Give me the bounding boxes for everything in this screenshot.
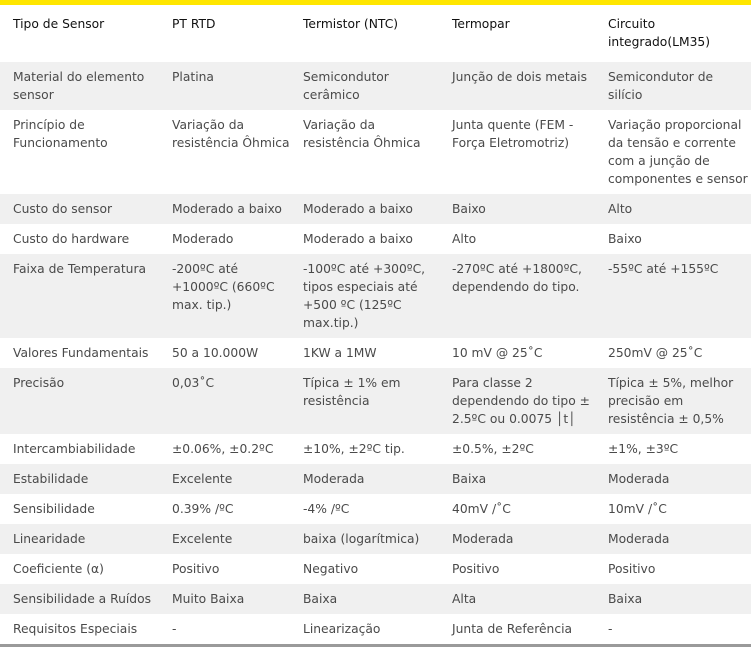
table-cell: 1KW a 1MW bbox=[290, 338, 439, 368]
header-sensor-type: Tipo de Sensor bbox=[13, 17, 105, 31]
table-row bbox=[0, 254, 751, 338]
row-label-cell: Precisão bbox=[0, 368, 159, 434]
row-label-cell: Princípio de Funcionamento bbox=[0, 110, 159, 194]
row-label-cell: Custo do sensor bbox=[0, 194, 159, 224]
row-label-cell: Estabilidade bbox=[0, 464, 159, 494]
table-header-row bbox=[0, 5, 751, 62]
table-cell: Variação da resistência Ôhmica bbox=[159, 110, 290, 194]
table-cell: Moderado bbox=[159, 224, 290, 254]
table-row bbox=[0, 368, 751, 434]
table-cell: ±0.06%, ±0.2ºC bbox=[159, 434, 290, 464]
table-cell: Moderada bbox=[439, 524, 595, 554]
table-cell: 10mV /˚C bbox=[595, 494, 751, 524]
table-cell: Alta bbox=[439, 584, 595, 614]
table-cell: Baixa bbox=[595, 584, 751, 614]
row-label-cell: Coeficiente (α) bbox=[0, 554, 159, 584]
table-cell: Moderada bbox=[290, 464, 439, 494]
table-cell: -4% /ºC bbox=[290, 494, 439, 524]
table-cell: Para classe 2 dependendo do tipo ± 2.5ºC ou 0.0075 │t│ bbox=[439, 368, 595, 434]
table-cell: 0.39% /ºC bbox=[159, 494, 290, 524]
table-row bbox=[0, 554, 751, 584]
header-circuito-integrado: Circuito integrado(LM35) bbox=[608, 17, 711, 49]
table-row bbox=[0, 494, 751, 524]
table-cell: Negativo bbox=[290, 554, 439, 584]
table-cell: Positivo bbox=[159, 554, 290, 584]
table-cell: Baixo bbox=[595, 224, 751, 254]
table-cell: Excelente bbox=[159, 464, 290, 494]
table-cell: 0,03˚C bbox=[159, 368, 290, 434]
table-cell: Variação da resistência Ôhmica bbox=[290, 110, 439, 194]
table-cell: 50 a 10.000W bbox=[159, 338, 290, 368]
header-termistor: Termistor (NTC) bbox=[303, 17, 399, 31]
table-cell: 10 mV @ 25˚C bbox=[439, 338, 595, 368]
table-cell: Junta de Referência bbox=[439, 614, 595, 644]
table-cell: 250mV @ 25˚C bbox=[595, 338, 751, 368]
row-label-cell: Material do elemento sensor bbox=[0, 62, 159, 110]
table-cell: Linearização bbox=[290, 614, 439, 644]
row-label-cell: Sensibilidade bbox=[0, 494, 159, 524]
table-cell: Alto bbox=[595, 194, 751, 224]
table-cell: Excelente bbox=[159, 524, 290, 554]
table-cell: Baixa bbox=[439, 464, 595, 494]
row-label-cell: Linearidade bbox=[0, 524, 159, 554]
row-label-cell: Sensibilidade a Ruídos bbox=[0, 584, 159, 614]
table-row bbox=[0, 110, 751, 194]
table-cell: -55ºC até +155ºC bbox=[595, 254, 751, 338]
table-row bbox=[0, 194, 751, 224]
table-cell: -200ºC até +1000ºC (660ºC max. tip.) bbox=[159, 254, 290, 338]
row-label-cell: Valores Fundamentais bbox=[0, 338, 159, 368]
table-cell: 40mV /˚C bbox=[439, 494, 595, 524]
table-cell: Baixo bbox=[439, 194, 595, 224]
table-cell: Baixa bbox=[290, 584, 439, 614]
table-row bbox=[0, 224, 751, 254]
table-cell: ±0.5%, ±2ºC bbox=[439, 434, 595, 464]
table-row bbox=[0, 338, 751, 368]
table-body bbox=[0, 62, 751, 644]
table-cell: Muito Baixa bbox=[159, 584, 290, 614]
table-cell: Típica ± 5%, melhor precisão em resistência ± 0,5% bbox=[595, 368, 751, 434]
table-row bbox=[0, 584, 751, 614]
table-cell: Moderado a baixo bbox=[290, 194, 439, 224]
table-cell: Típica ± 1% em resistência bbox=[290, 368, 439, 434]
table-cell: ±1%, ±3ºC bbox=[595, 434, 751, 464]
table-cell: Junção de dois metais bbox=[439, 62, 595, 110]
table-cell: ±10%, ±2ºC tip. bbox=[290, 434, 439, 464]
table-cell: baixa (logarítmica) bbox=[290, 524, 439, 554]
table-cell: -100ºC até +300ºC, tipos especiais até +500 ºC (125ºC max.tip.) bbox=[290, 254, 439, 338]
table-cell: Moderada bbox=[595, 524, 751, 554]
row-label-cell: Faixa de Temperatura bbox=[0, 254, 159, 338]
header-termopar: Termopar bbox=[452, 17, 510, 31]
table-cell: Positivo bbox=[595, 554, 751, 584]
table-row bbox=[0, 464, 751, 494]
table-cell: Semicondutor de silício bbox=[595, 62, 751, 110]
table-row bbox=[0, 62, 751, 110]
row-label-cell: Requisitos Especiais bbox=[0, 614, 159, 644]
table-cell: Positivo bbox=[439, 554, 595, 584]
table-row bbox=[0, 524, 751, 554]
table-row bbox=[0, 434, 751, 464]
table-cell: Moderado a baixo bbox=[159, 194, 290, 224]
table-cell: - bbox=[595, 614, 751, 644]
table-cell: Moderado a baixo bbox=[290, 224, 439, 254]
table-row bbox=[0, 614, 751, 644]
sensor-comparison-table bbox=[0, 5, 751, 644]
header-pt-rtd: PT RTD bbox=[172, 17, 216, 31]
table-cell: Variação proporcional da tensão e corrente com a junção de componentes e sensor bbox=[595, 110, 751, 194]
table-cell: - bbox=[159, 614, 290, 644]
table-cell: Junta quente (FEM - Força Eletromotriz) bbox=[439, 110, 595, 194]
table-cell: Platina bbox=[159, 62, 290, 110]
table-cell: Semicondutor cerâmico bbox=[290, 62, 439, 110]
row-label-cell: Custo do hardware bbox=[0, 224, 159, 254]
table-cell: Alto bbox=[439, 224, 595, 254]
table-cell: -270ºC até +1800ºC, dependendo do tipo. bbox=[439, 254, 595, 338]
table-cell: Moderada bbox=[595, 464, 751, 494]
row-label-cell: Intercambiabilidade bbox=[0, 434, 159, 464]
